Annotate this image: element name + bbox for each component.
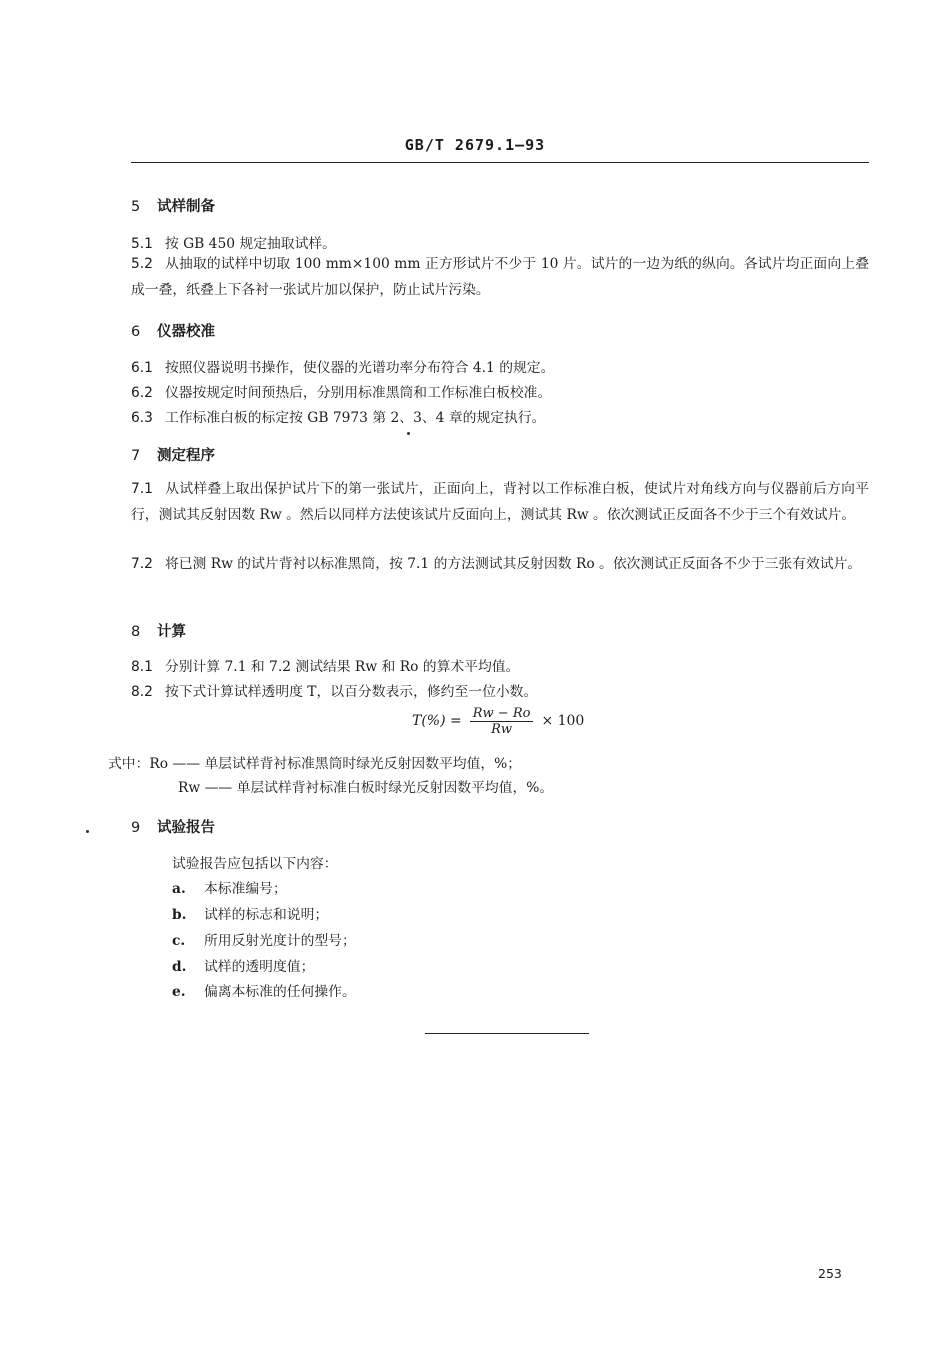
clause-number: 6.2: [131, 385, 153, 401]
clause-text: 将已测 Rw 的试片背衬以标准黑筒，按 7.1 的方法测试其反射因数 Ro 。依次测试正反面各不少于三张有效试片。: [164, 556, 862, 572]
definition-prefix: 式中：: [108, 756, 150, 772]
clause-number: 6.1: [131, 360, 153, 376]
clause-text: 工作标准白板的标定按 GB 7973 第 2、3、4 章的规定执行。: [164, 410, 546, 426]
clause-number: 7.1: [131, 481, 153, 497]
formula-denominator: Rw: [491, 721, 513, 737]
clause-text: 按下式计算试样透明度 T，以百分数表示，修约至一位小数。: [164, 684, 538, 700]
clause-7-2: [131, 551, 869, 577]
clause-text: 从抽取的试样中切取 100 mm×100 mm 正方形试片不少于 10 片。试片的一边为纸的纵向。各试片均正面向上叠成一叠，纸叠上下各衬一张试片加以保护，防止试片污染。: [131, 256, 869, 298]
clause-5-1: [131, 232, 336, 252]
definition-rw: Rw —— 单层试样背衬标准白板时绿光反射因数平均值，%。: [178, 780, 554, 796]
report-item: [172, 929, 356, 949]
section-number: 5: [131, 199, 141, 215]
end-rule: [425, 1033, 589, 1034]
section-5-title: [131, 195, 215, 216]
report-item: [172, 877, 287, 897]
item-mark: d.: [172, 959, 187, 975]
clause-7-1: [131, 476, 869, 528]
item-text: 试样的标志和说明；: [204, 907, 329, 923]
item-mark: e.: [172, 984, 186, 1000]
section-9-title: [131, 816, 215, 837]
clause-8-1: [131, 655, 519, 675]
clause-number: 8.1: [131, 659, 153, 675]
clause-text: 按 GB 450 规定抽取试样。: [164, 236, 336, 252]
clause-6-2: [131, 381, 551, 401]
clause-8-2: [131, 680, 537, 700]
clause-number: 7.2: [131, 556, 153, 572]
formula-numerator: Rw − Ro: [470, 706, 534, 722]
item-text: 所用反射光度计的型号；: [204, 933, 356, 949]
clause-6-1: [131, 356, 554, 376]
formula-lhs: T(%) =: [412, 713, 462, 729]
item-text: 偏离本标准的任何操作。: [204, 984, 356, 1000]
section-7-title: [131, 444, 215, 465]
formula-fraction: [470, 706, 534, 737]
section-title-text: 测定程序: [157, 448, 215, 464]
item-mark: a.: [172, 881, 186, 897]
section-number: 9: [131, 820, 141, 836]
standard-code-header: GB/T 2679.1—93: [404, 136, 546, 154]
report-item: [172, 980, 356, 1000]
definition-ro: [108, 752, 521, 772]
clause-number: 5.1: [131, 236, 153, 252]
section-title-text: 试样制备: [157, 199, 215, 215]
clause-number: 6.3: [131, 410, 153, 426]
clause-text: 分别计算 7.1 和 7.2 测试结果 Rw 和 Ro 的算术平均值。: [164, 659, 520, 675]
clause-6-3: [131, 406, 545, 426]
section-title-text: 仪器校准: [157, 324, 215, 340]
definition-ro-text: Ro —— 单层试样背衬标准黑筒时绿光反射因数平均值，%；: [149, 756, 522, 772]
transparency-formula: [412, 704, 584, 738]
report-intro: 试验报告应包括以下内容：: [172, 856, 338, 872]
page-number: 253: [818, 1266, 842, 1281]
section-6-title: [131, 320, 215, 341]
section-number: 6: [131, 324, 141, 340]
clause-number: 5.2: [131, 256, 153, 272]
item-mark: b.: [172, 907, 187, 923]
clause-5-2: [131, 251, 869, 303]
section-8-title: [131, 620, 186, 641]
report-item: [172, 903, 328, 923]
scan-speck: [407, 432, 410, 435]
item-text: 试样的透明度值；: [204, 959, 315, 975]
report-item: [172, 955, 314, 975]
section-number: 8: [131, 624, 141, 640]
clause-number: 8.2: [131, 684, 153, 700]
scan-speck: [86, 830, 89, 833]
section-title-text: 计算: [157, 624, 186, 640]
clause-text: 从试样叠上取出保护试片下的第一张试片，正面向上，背衬以工作标准白板，使试片对角线方向与仪器前后方向平行，测试其反射因数 Rw 。然后以同样方法使该试片反面向上，测试其 Rw 。依次测试正反面各不少于三个有效试片。: [131, 481, 869, 523]
section-title-text: 试验报告: [157, 820, 215, 836]
item-mark: c.: [172, 933, 186, 949]
clause-text: 仪器按规定时间预热后，分别用标准黑筒和工作标准白板校准。: [164, 385, 552, 401]
clause-text: 按照仪器说明书操作，使仪器的光谱功率分布符合 4.1 的规定。: [164, 360, 555, 376]
section-number: 7: [131, 448, 141, 464]
header-rule: [131, 162, 869, 163]
item-text: 本标准编号；: [204, 881, 287, 897]
formula-factor: × 100: [541, 713, 585, 729]
